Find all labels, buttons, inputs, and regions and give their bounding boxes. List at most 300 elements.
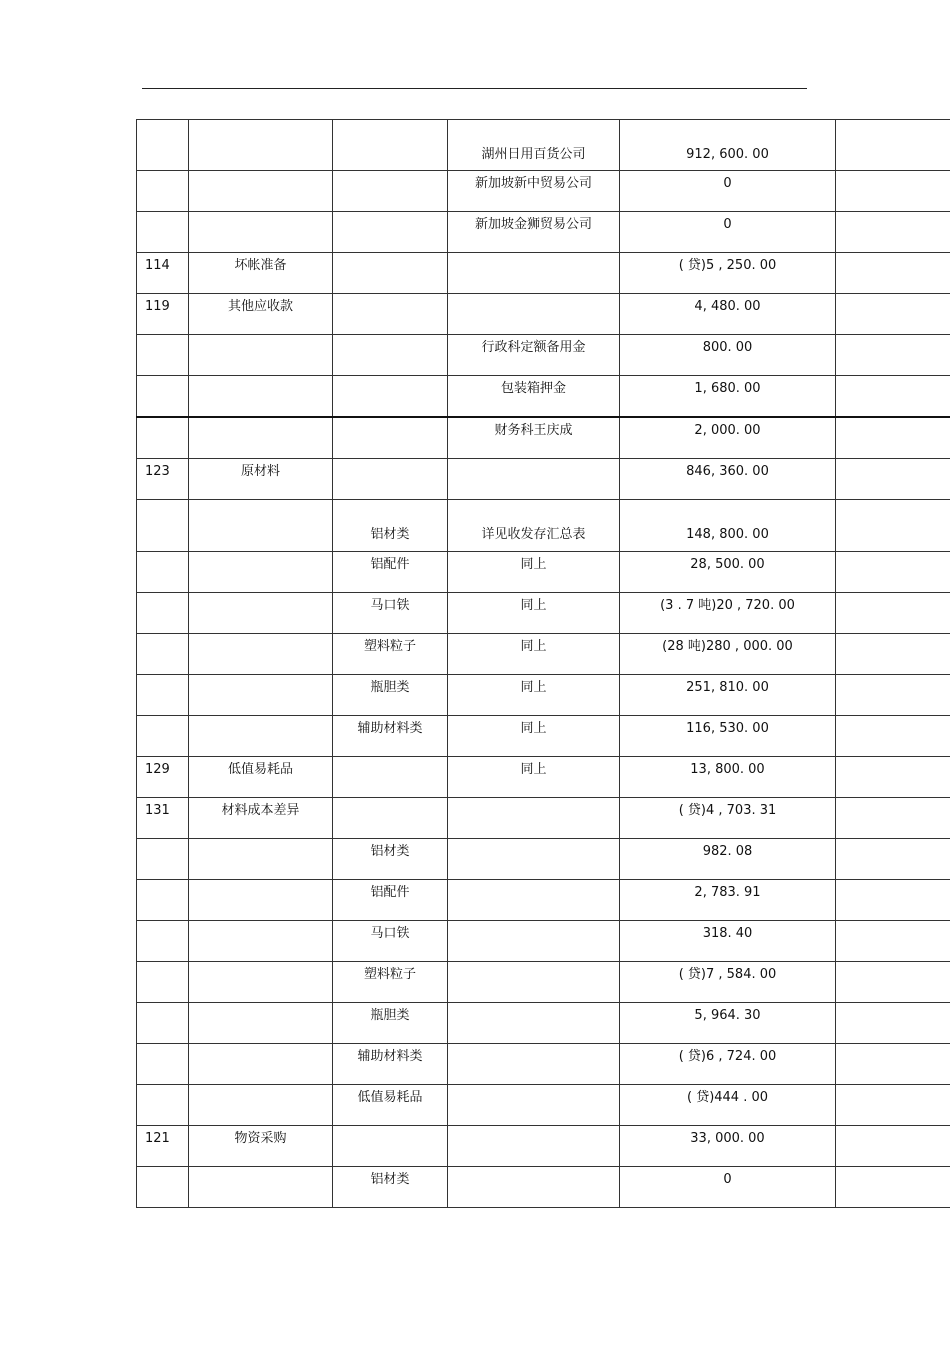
account-name	[189, 839, 332, 845]
amount-cell	[620, 294, 836, 335]
trailing-cell	[836, 294, 950, 335]
ledger-body	[137, 120, 950, 1208]
table-row	[137, 335, 950, 376]
trailing-cell	[836, 253, 950, 294]
account-code: 131	[145, 803, 170, 818]
detail-item-cell	[448, 1044, 620, 1085]
amount: 0	[723, 176, 732, 191]
amount: 251, 810. 00	[686, 680, 769, 695]
table-row	[137, 1126, 950, 1167]
detail-item-cell	[448, 212, 620, 253]
amount-cell	[620, 335, 836, 376]
table-row	[137, 593, 950, 634]
sub-account	[333, 757, 447, 763]
detail-item-cell	[448, 839, 620, 880]
amount-cell	[620, 675, 836, 716]
detail-item	[448, 1003, 619, 1009]
amount-cell	[620, 593, 836, 634]
account-name-cell	[189, 839, 333, 880]
detail-item	[448, 921, 619, 927]
detail-item	[448, 459, 619, 465]
sub-account: 低值易耗品	[357, 1090, 423, 1105]
table-row	[137, 757, 950, 798]
account-name-cell	[189, 880, 333, 921]
trailing-cell	[836, 500, 950, 552]
sub-account	[333, 294, 447, 300]
account-code-cell	[137, 459, 189, 500]
sub-account: 辅助材料类	[357, 1049, 423, 1064]
account-name	[189, 716, 332, 722]
sub-account: 铝材类	[370, 527, 410, 542]
amount-cell	[620, 500, 836, 552]
detail-item-cell	[448, 962, 620, 1003]
account-name-cell	[189, 171, 333, 212]
account-code-cell	[137, 500, 189, 552]
table-row	[137, 839, 950, 880]
account-code-cell	[137, 253, 189, 294]
detail-item: 财务科王庆成	[494, 423, 573, 438]
amount: ( 贷)6 , 724. 00	[678, 1049, 777, 1064]
trailing-cell	[836, 1085, 950, 1126]
account-code: 121	[145, 1131, 170, 1146]
amount: 800. 00	[702, 340, 753, 355]
sub-account	[333, 1126, 447, 1132]
detail-item: 湖州日用百货公司	[481, 147, 586, 162]
account-code	[137, 1085, 188, 1091]
trailing-cell	[836, 962, 950, 1003]
detail-item: 同上	[520, 557, 547, 572]
sub-account	[333, 120, 447, 148]
table-row	[137, 417, 950, 459]
account-code-cell	[137, 880, 189, 921]
sub-account	[333, 335, 447, 341]
amount-cell	[620, 1126, 836, 1167]
trailing-cell	[836, 1126, 950, 1167]
amount-cell	[620, 962, 836, 1003]
amount: ( 贷)7 , 584. 00	[678, 967, 777, 982]
account-name-cell	[189, 212, 333, 253]
sub-account: 铝材类	[370, 844, 410, 859]
account-code	[137, 716, 188, 722]
sub-account: 马口铁	[370, 926, 410, 941]
account-name-cell	[189, 459, 333, 500]
account-code	[137, 593, 188, 599]
sub-account-cell	[333, 171, 448, 212]
account-code-cell	[137, 552, 189, 593]
account-name-cell	[189, 798, 333, 839]
trailing-cell	[836, 376, 950, 418]
amount-cell	[620, 1085, 836, 1126]
detail-item-cell	[448, 1167, 620, 1208]
detail-item: 同上	[520, 598, 547, 613]
table-row	[137, 1003, 950, 1044]
ledger-table	[136, 119, 950, 1208]
sub-account-cell	[333, 1003, 448, 1044]
table-row	[137, 212, 950, 253]
detail-item-cell	[448, 417, 620, 459]
account-name-cell	[189, 675, 333, 716]
amount: 28, 500. 00	[690, 557, 765, 572]
account-code-cell	[137, 962, 189, 1003]
amount: (3 . 7 吨)20 , 720. 00	[660, 598, 795, 613]
sub-account: 塑料粒子	[363, 639, 416, 654]
amount: ( 贷)4 , 703. 31	[678, 803, 777, 818]
sub-account: 铝配件	[370, 557, 410, 572]
account-name	[189, 1085, 332, 1091]
account-name-cell	[189, 716, 333, 757]
account-name	[189, 500, 332, 528]
table-row	[137, 120, 950, 171]
account-name	[189, 120, 332, 148]
account-name: 坏帐准备	[234, 258, 287, 273]
detail-item	[448, 839, 619, 845]
account-name-cell	[189, 1085, 333, 1126]
sub-account	[333, 171, 447, 177]
amount: 2, 000. 00	[694, 423, 761, 438]
account-name-cell	[189, 552, 333, 593]
table-row	[137, 880, 950, 921]
account-code	[137, 675, 188, 681]
account-name	[189, 1044, 332, 1050]
detail-item: 详见收发存汇总表	[481, 527, 586, 542]
sub-account: 塑料粒子	[363, 967, 416, 982]
amount: 846, 360. 00	[686, 464, 769, 479]
trailing-cell	[836, 880, 950, 921]
amount-cell	[620, 376, 836, 418]
amount: 148, 800. 00	[686, 527, 769, 542]
account-code	[137, 880, 188, 886]
sub-account	[333, 212, 447, 218]
account-name	[189, 171, 332, 177]
account-code-cell	[137, 1044, 189, 1085]
account-code	[137, 921, 188, 927]
sub-account-cell	[333, 500, 448, 552]
detail-item: 同上	[520, 762, 547, 777]
amount: 4, 480. 00	[694, 299, 761, 314]
detail-item-cell	[448, 376, 620, 418]
amount-cell	[620, 634, 836, 675]
amount-cell	[620, 120, 836, 171]
account-name	[189, 1003, 332, 1009]
account-code	[137, 376, 188, 382]
table-row	[137, 500, 950, 552]
amount-cell	[620, 459, 836, 500]
trailing-cell	[836, 839, 950, 880]
table-row	[137, 1167, 950, 1208]
trailing-cell	[836, 716, 950, 757]
detail-item: 包装箱押金	[500, 381, 566, 396]
amount: 116, 530. 00	[686, 721, 769, 736]
account-name-cell	[189, 120, 333, 171]
account-name-cell	[189, 593, 333, 634]
table-row	[137, 921, 950, 962]
table-row	[137, 798, 950, 839]
amount-cell	[620, 212, 836, 253]
amount: 0	[723, 217, 732, 232]
account-name-cell	[189, 335, 333, 376]
sub-account-cell	[333, 120, 448, 171]
amount-cell	[620, 880, 836, 921]
account-code-cell	[137, 798, 189, 839]
trailing-cell	[836, 757, 950, 798]
trailing-cell	[836, 593, 950, 634]
account-name	[189, 376, 332, 382]
amount: 318. 40	[702, 926, 753, 941]
amount-cell	[620, 1167, 836, 1208]
account-code	[137, 120, 188, 148]
account-name	[189, 1167, 332, 1173]
account-name: 材料成本差异	[221, 803, 300, 818]
account-name	[189, 593, 332, 599]
sub-account	[333, 459, 447, 465]
account-name-cell	[189, 1167, 333, 1208]
sub-account-cell	[333, 552, 448, 593]
table-row	[137, 1085, 950, 1126]
account-code	[137, 634, 188, 640]
account-code-cell	[137, 839, 189, 880]
account-name-cell	[189, 1044, 333, 1085]
amount-cell	[620, 417, 836, 459]
detail-item	[448, 962, 619, 968]
detail-item-cell	[448, 335, 620, 376]
detail-item-cell	[448, 634, 620, 675]
account-code-cell	[137, 757, 189, 798]
amount: 33, 000. 00	[690, 1131, 765, 1146]
sub-account-cell	[333, 921, 448, 962]
account-name-cell	[189, 294, 333, 335]
trailing-cell	[836, 552, 950, 593]
account-code-cell	[137, 376, 189, 418]
trailing-cell	[836, 335, 950, 376]
table-row	[137, 634, 950, 675]
account-code	[137, 839, 188, 845]
account-code	[137, 500, 188, 528]
amount: (28 吨)280 , 000. 00	[662, 639, 793, 654]
sub-account	[333, 798, 447, 804]
account-code	[137, 1044, 188, 1050]
table-row	[137, 376, 950, 418]
sub-account-cell	[333, 294, 448, 335]
detail-item-cell	[448, 1126, 620, 1167]
trailing-cell	[836, 1167, 950, 1208]
detail-item	[448, 1044, 619, 1050]
sub-account-cell	[333, 335, 448, 376]
detail-item-cell	[448, 459, 620, 500]
table-row	[137, 675, 950, 716]
sub-account: 马口铁	[370, 598, 410, 613]
account-code-cell	[137, 1167, 189, 1208]
account-name	[189, 921, 332, 927]
amount: ( 贷)444 . 00	[686, 1090, 769, 1105]
account-code-cell	[137, 921, 189, 962]
account-name	[189, 552, 332, 558]
account-code	[137, 418, 188, 424]
account-code: 123	[145, 464, 170, 479]
account-code-cell	[137, 294, 189, 335]
amount-cell	[620, 171, 836, 212]
table-row	[137, 962, 950, 1003]
detail-item-cell	[448, 593, 620, 634]
detail-item-cell	[448, 552, 620, 593]
detail-item	[448, 1167, 619, 1173]
account-code-cell	[137, 120, 189, 171]
account-code	[137, 171, 188, 177]
account-name: 低值易耗品	[227, 762, 293, 777]
amount: 0	[723, 1172, 732, 1187]
account-code	[137, 962, 188, 968]
detail-item	[448, 294, 619, 300]
sub-account: 瓶胆类	[370, 1008, 410, 1023]
account-name: 其他应收款	[227, 299, 293, 314]
amount: 2, 783. 91	[694, 885, 761, 900]
detail-item-cell	[448, 294, 620, 335]
amount-cell	[620, 1003, 836, 1044]
sub-account-cell	[333, 376, 448, 418]
sub-account-cell	[333, 212, 448, 253]
sub-account-cell	[333, 593, 448, 634]
table-row	[137, 253, 950, 294]
detail-item	[448, 1085, 619, 1091]
account-name-cell	[189, 500, 333, 552]
sub-account: 铝材类	[370, 1172, 410, 1187]
detail-item-cell	[448, 757, 620, 798]
amount: 13, 800. 00	[690, 762, 765, 777]
account-name-cell	[189, 921, 333, 962]
account-name	[189, 675, 332, 681]
trailing-cell	[836, 798, 950, 839]
amount-cell	[620, 757, 836, 798]
account-code	[137, 335, 188, 341]
amount: 912, 600. 00	[686, 147, 769, 162]
sub-account-cell	[333, 675, 448, 716]
amount: 982. 08	[702, 844, 753, 859]
sub-account	[333, 376, 447, 382]
trailing-cell	[836, 921, 950, 962]
account-code	[137, 1003, 188, 1009]
account-name	[189, 212, 332, 218]
account-name-cell	[189, 634, 333, 675]
trailing-cell	[836, 1003, 950, 1044]
trailing-cell	[836, 120, 950, 171]
amount-cell	[620, 839, 836, 880]
sub-account-cell	[333, 1167, 448, 1208]
sub-account-cell	[333, 1085, 448, 1126]
trailing-cell	[836, 1044, 950, 1085]
account-code-cell	[137, 675, 189, 716]
sub-account-cell	[333, 253, 448, 294]
table-row	[137, 716, 950, 757]
account-code	[137, 552, 188, 558]
account-name	[189, 634, 332, 640]
detail-item	[448, 253, 619, 259]
detail-item: 同上	[520, 721, 547, 736]
account-name-cell	[189, 376, 333, 418]
account-name	[189, 880, 332, 886]
sub-account: 辅助材料类	[357, 721, 423, 736]
trailing-cell	[836, 212, 950, 253]
account-code	[137, 212, 188, 218]
sub-account	[333, 418, 447, 424]
detail-item-cell	[448, 1003, 620, 1044]
detail-item-cell	[448, 1085, 620, 1126]
detail-item-cell	[448, 716, 620, 757]
detail-item	[448, 1126, 619, 1132]
account-code	[137, 1167, 188, 1173]
amount-cell	[620, 552, 836, 593]
amount: 1, 680. 00	[694, 381, 761, 396]
amount: 5, 964. 30	[694, 1008, 761, 1023]
sub-account: 铝配件	[370, 885, 410, 900]
table-row	[137, 552, 950, 593]
trailing-cell	[836, 634, 950, 675]
amount-cell	[620, 716, 836, 757]
sub-account: 瓶胆类	[370, 680, 410, 695]
table-row	[137, 459, 950, 500]
amount-cell	[620, 798, 836, 839]
detail-item-cell	[448, 500, 620, 552]
account-name: 物资采购	[234, 1131, 287, 1146]
detail-item: 同上	[520, 680, 547, 695]
detail-item-cell	[448, 798, 620, 839]
account-code-cell	[137, 417, 189, 459]
account-code-cell	[137, 1085, 189, 1126]
detail-item-cell	[448, 921, 620, 962]
sub-account-cell	[333, 417, 448, 459]
table-row	[137, 294, 950, 335]
account-name: 原材料	[240, 464, 280, 479]
account-name-cell	[189, 253, 333, 294]
account-code: 129	[145, 762, 170, 777]
account-name-cell	[189, 757, 333, 798]
sub-account-cell	[333, 1044, 448, 1085]
sub-account-cell	[333, 839, 448, 880]
table-row	[137, 1044, 950, 1085]
sub-account-cell	[333, 1126, 448, 1167]
sub-account-cell	[333, 459, 448, 500]
account-code-cell	[137, 1003, 189, 1044]
account-name-cell	[189, 1003, 333, 1044]
account-code-cell	[137, 335, 189, 376]
trailing-cell	[836, 675, 950, 716]
account-name-cell	[189, 1126, 333, 1167]
detail-item	[448, 880, 619, 886]
account-code: 119	[145, 299, 170, 314]
detail-item: 行政科定额备用金	[481, 340, 586, 355]
account-name	[189, 418, 332, 424]
account-name	[189, 962, 332, 968]
header-rule	[142, 88, 807, 89]
detail-item: 同上	[520, 639, 547, 654]
account-name	[189, 335, 332, 341]
trailing-cell	[836, 171, 950, 212]
detail-item	[448, 798, 619, 804]
trailing-cell	[836, 459, 950, 500]
account-code-cell	[137, 171, 189, 212]
detail-item-cell	[448, 120, 620, 171]
sub-account-cell	[333, 798, 448, 839]
amount-cell	[620, 1044, 836, 1085]
trailing-cell	[836, 417, 950, 459]
detail-item-cell	[448, 253, 620, 294]
amount-cell	[620, 921, 836, 962]
sub-account-cell	[333, 634, 448, 675]
account-code-cell	[137, 593, 189, 634]
account-code: 114	[145, 258, 170, 273]
sub-account-cell	[333, 962, 448, 1003]
account-code-cell	[137, 716, 189, 757]
account-name-cell	[189, 417, 333, 459]
table-row	[137, 171, 950, 212]
